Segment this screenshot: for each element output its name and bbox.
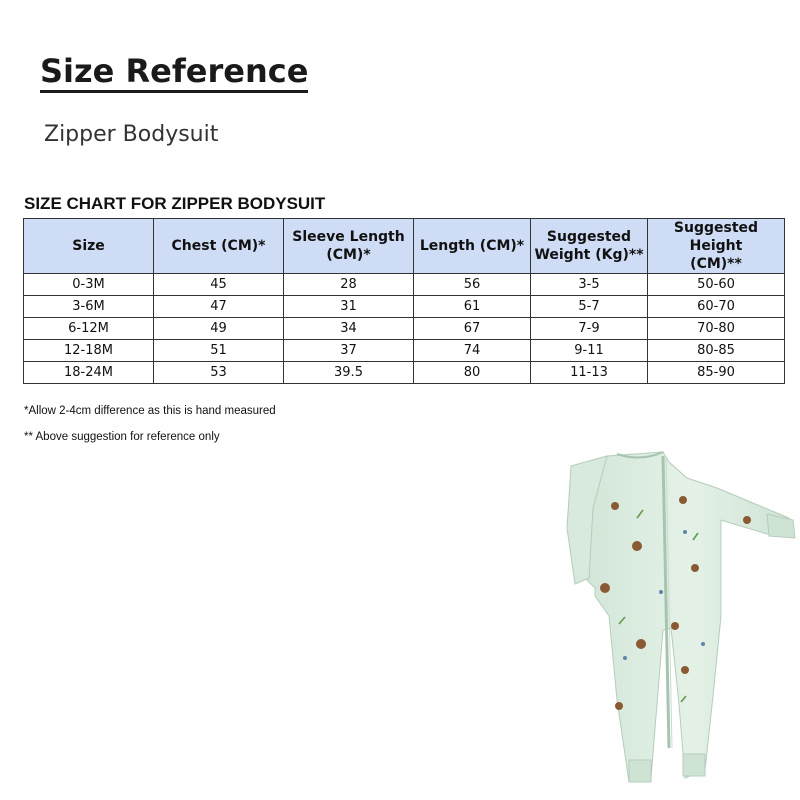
table-row <box>24 296 785 318</box>
cell-weight: 5-7 <box>531 296 648 318</box>
cell-height: 85-90 <box>648 362 785 384</box>
cell-chest: 49 <box>154 318 284 340</box>
cell-height: 50-60 <box>648 274 785 296</box>
cell-sleeve: 31 <box>284 296 414 318</box>
suggestion-note: ** Above suggestion for reference only <box>24 431 220 443</box>
header-chest: Chest (CM)* <box>154 219 284 274</box>
cell-length: 56 <box>414 274 531 296</box>
cell-chest: 45 <box>154 274 284 296</box>
cell-size: 3-6M <box>24 296 154 318</box>
cell-weight: 7-9 <box>531 318 648 340</box>
cell-size: 6-12M <box>24 318 154 340</box>
cell-weight: 3-5 <box>531 274 648 296</box>
cell-chest: 47 <box>154 296 284 318</box>
table-header-row <box>24 219 785 274</box>
cell-height: 60-70 <box>648 296 785 318</box>
cell-sleeve: 34 <box>284 318 414 340</box>
cell-chest: 51 <box>154 340 284 362</box>
header-suggested-weight: Suggested Weight (Kg)** <box>531 219 648 274</box>
header-size: Size <box>24 219 154 274</box>
cell-sleeve: 28 <box>284 274 414 296</box>
product-subtitle: Zipper Bodysuit <box>44 122 219 147</box>
header-suggested-height: Suggested Height (CM)** <box>648 219 785 274</box>
size-chart-table <box>23 218 785 384</box>
cell-length: 67 <box>414 318 531 340</box>
cell-weight: 9-11 <box>531 340 648 362</box>
bodysuit-photo <box>545 448 800 790</box>
header-sleeve-length: Sleeve Length (CM)* <box>284 219 414 274</box>
cell-weight: 11-13 <box>531 362 648 384</box>
cell-height: 70-80 <box>648 318 785 340</box>
page-title: Size Reference <box>40 52 308 93</box>
cell-length: 74 <box>414 340 531 362</box>
table-row <box>24 318 785 340</box>
cell-size: 18-24M <box>24 362 154 384</box>
cell-sleeve: 37 <box>284 340 414 362</box>
cell-length: 80 <box>414 362 531 384</box>
cell-size: 12-18M <box>24 340 154 362</box>
cell-chest: 53 <box>154 362 284 384</box>
header-length: Length (CM)* <box>414 219 531 274</box>
table-row <box>24 362 785 384</box>
measurement-note: *Allow 2-4cm difference as this is hand measured <box>24 405 276 417</box>
table-row <box>24 340 785 362</box>
cell-sleeve: 39.5 <box>284 362 414 384</box>
size-chart-heading: SIZE CHART FOR ZIPPER BODYSUIT <box>24 194 326 213</box>
cell-length: 61 <box>414 296 531 318</box>
table-row <box>24 274 785 296</box>
cell-height: 80-85 <box>648 340 785 362</box>
cell-size: 0-3M <box>24 274 154 296</box>
